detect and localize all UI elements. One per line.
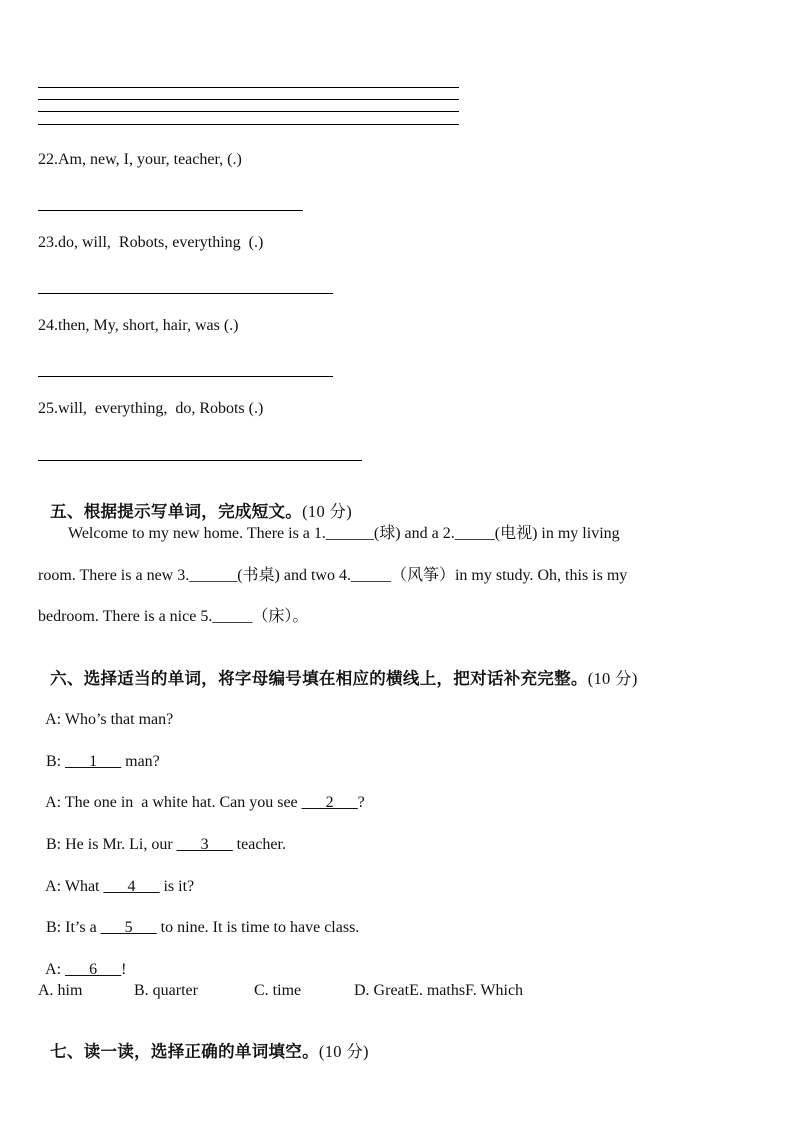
dialog-line-3 [38,773,365,813]
dialog-text: A: What [45,878,104,895]
answer-line-23[interactable] [38,293,333,294]
question-23: 23.do, will, Robots, everything (.) [38,234,264,251]
passage-line-1: Welcome to my new home. There is a 1.______(球) and a 2._____(电视) in my living [68,525,620,542]
section-7-heading [38,1022,369,1062]
dialog-text: B: He is Mr. Li, our [46,836,177,853]
section-7-title: 七、读一读，选择正确的单词填空。 [50,1042,319,1061]
blank-1[interactable]: ___1___ [65,753,122,770]
blank-5[interactable]: ___5___ [100,919,157,936]
dialog-line-7 [38,940,126,980]
dialog-text: A: The one in a white hat. Can you see [45,794,302,811]
dialog-text: A: [45,961,66,978]
dialog-line-1 [38,690,173,730]
blank-3[interactable]: ___3___ [176,836,233,853]
dialog-line-6 [38,898,359,938]
section-6-score: (10 分) [587,669,638,688]
passage-line-3: bedroom. There is a nice 5._____（床）。 [38,608,309,625]
answer-line-24[interactable] [38,376,333,377]
blank-4[interactable]: ___4___ [103,878,160,895]
dialog-text: ! [121,961,127,978]
section-6-heading [38,649,638,689]
dialog-line-2 [38,732,160,772]
writing-rule-1 [38,87,459,88]
question-24: 24.then, My, short, hair, was (.) [38,317,239,334]
question-22: 22.Am, new, I, your, teacher, (.) [38,151,242,168]
option-c: C. time [254,982,302,999]
dialog-text: B: [46,753,66,770]
dialog-text: teacher. [232,836,286,853]
answer-line-25[interactable] [38,460,362,461]
answer-line-22[interactable] [38,210,303,211]
dialog-line-5 [38,857,194,897]
section-6-title: 六、选择适当的单词，将字母编号填在相应的横线上，把对话补充完整。 [50,669,588,688]
dialog-text: to nine. It is time to have class. [156,919,360,936]
question-25: 25.will, everything, do, Robots (.) [38,400,264,417]
option-b: B. quarter [134,982,198,999]
section-7-score: (10 分) [318,1042,369,1061]
dialog-line-4 [38,815,286,855]
option-d-e-f: D. GreatE. mathsF. Which [354,982,524,999]
dialog-text: A: Who’s that man? [45,711,174,728]
section-5-score: (10 分) [302,502,353,521]
dialog-text: is it? [159,878,195,895]
section-5-heading [38,482,352,522]
writing-rule-2 [38,99,459,100]
dialog-text: man? [121,753,160,770]
writing-rule-3 [38,111,459,112]
writing-rule-4 [38,124,459,125]
blank-2[interactable]: ___2___ [301,794,358,811]
section-5-title: 五、根据提示写单词，完成短文。 [50,502,303,521]
dialog-text: ? [357,794,365,811]
option-a: A. him [38,982,83,999]
dialog-text: B: It’s a [46,919,101,936]
passage-line-2: room. There is a new 3.______(书桌) and two 4._____（风筝）in my study. Oh, this is my [38,567,628,584]
blank-6[interactable]: ___6___ [65,961,122,978]
